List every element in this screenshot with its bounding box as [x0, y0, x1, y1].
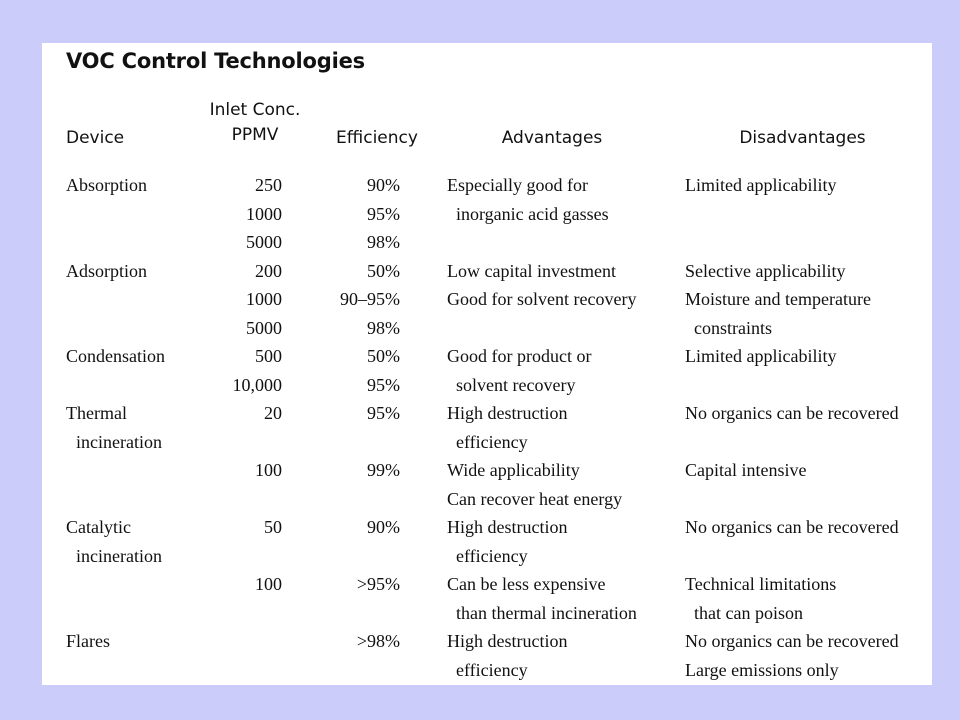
cell-efficiency: 50%: [367, 346, 400, 366]
cell-inlet: 10,000: [232, 375, 282, 395]
cell-inlet: 50: [264, 517, 282, 537]
cell-advantage: High destruction: [447, 403, 568, 423]
cell-inlet: 5000: [246, 318, 282, 338]
cell-inlet: 200: [255, 261, 282, 281]
header-efficiency: Efficiency: [336, 128, 418, 148]
cell-efficiency: 95%: [367, 204, 400, 224]
cell-efficiency: 95%: [367, 403, 400, 423]
cell-advantage: efficiency: [456, 546, 528, 566]
cell-inlet: 500: [255, 346, 282, 366]
cell-device: Catalytic: [66, 517, 131, 537]
cell-efficiency: 90%: [367, 175, 400, 195]
cell-disadvantage: Large emissions only: [685, 660, 839, 680]
cell-disadvantage: Technical limitations: [685, 574, 837, 594]
cell-inlet: 100: [255, 460, 282, 480]
cell-inlet: 5000: [246, 232, 282, 252]
cell-disadvantage: Moisture and temperature: [685, 289, 871, 309]
cell-device: Absorption: [66, 175, 147, 195]
cell-advantage: High destruction: [447, 631, 568, 651]
cell-advantage: Good for product or: [447, 346, 592, 366]
header-device: Device: [66, 128, 125, 148]
page-title: VOC Control Technologies: [66, 49, 365, 73]
cell-efficiency: 98%: [367, 318, 400, 338]
cell-advantage: inorganic acid gasses: [456, 204, 609, 224]
cell-efficiency: 90–95%: [340, 289, 400, 309]
cell-efficiency: 50%: [367, 261, 400, 281]
header-inlet-line2: PPMV: [231, 125, 279, 145]
cell-advantage: than thermal incineration: [456, 603, 637, 623]
cell-efficiency: >98%: [356, 631, 400, 651]
cell-disadvantage: Limited applicability: [685, 175, 837, 195]
cell-efficiency: 90%: [367, 517, 400, 537]
header-disadvantages: Disadvantages: [739, 128, 866, 148]
cell-advantage: Wide applicability: [447, 460, 580, 480]
cell-efficiency: 95%: [367, 375, 400, 395]
cell-inlet: 20: [264, 403, 282, 423]
cell-disadvantage: No organics can be recovered: [685, 631, 899, 651]
cell-disadvantage: that can poison: [694, 603, 803, 623]
cell-inlet: 100: [255, 574, 282, 594]
cell-device: Flares: [66, 631, 110, 651]
cell-inlet: 250: [255, 175, 282, 195]
cell-inlet: 1000: [246, 289, 282, 309]
cell-device: Condensation: [66, 346, 165, 366]
cell-advantage: Good for solvent recovery: [447, 289, 637, 309]
cell-advantage: efficiency: [456, 432, 528, 452]
cell-advantage: Low capital investment: [447, 261, 616, 281]
cell-advantage: High destruction: [447, 517, 568, 537]
cell-device: incineration: [76, 432, 162, 452]
cell-disadvantage: constraints: [694, 318, 772, 338]
cell-device: Thermal: [66, 403, 127, 423]
cell-advantage: Can recover heat energy: [447, 489, 623, 509]
cell-efficiency: >95%: [356, 574, 400, 594]
cell-advantage: efficiency: [456, 660, 528, 680]
cell-device: Adsorption: [66, 261, 147, 281]
header-advantages: Advantages: [501, 128, 603, 148]
cell-disadvantage: Selective applicability: [685, 261, 846, 281]
cell-efficiency: 99%: [367, 460, 400, 480]
cell-advantage: Can be less expensive: [447, 574, 606, 594]
cell-disadvantage: No organics can be recovered: [685, 403, 899, 423]
cell-advantage: solvent recovery: [456, 375, 576, 395]
header-inlet-line1: Inlet Conc.: [209, 100, 301, 120]
cell-disadvantage: Limited applicability: [685, 346, 837, 366]
table-panel: [42, 43, 932, 685]
cell-disadvantage: No organics can be recovered: [685, 517, 899, 537]
cell-disadvantage: Capital intensive: [685, 460, 807, 480]
cell-advantage: Especially good for: [447, 175, 588, 195]
cell-inlet: 1000: [246, 204, 282, 224]
cell-efficiency: 98%: [367, 232, 400, 252]
cell-device: incineration: [76, 546, 162, 566]
